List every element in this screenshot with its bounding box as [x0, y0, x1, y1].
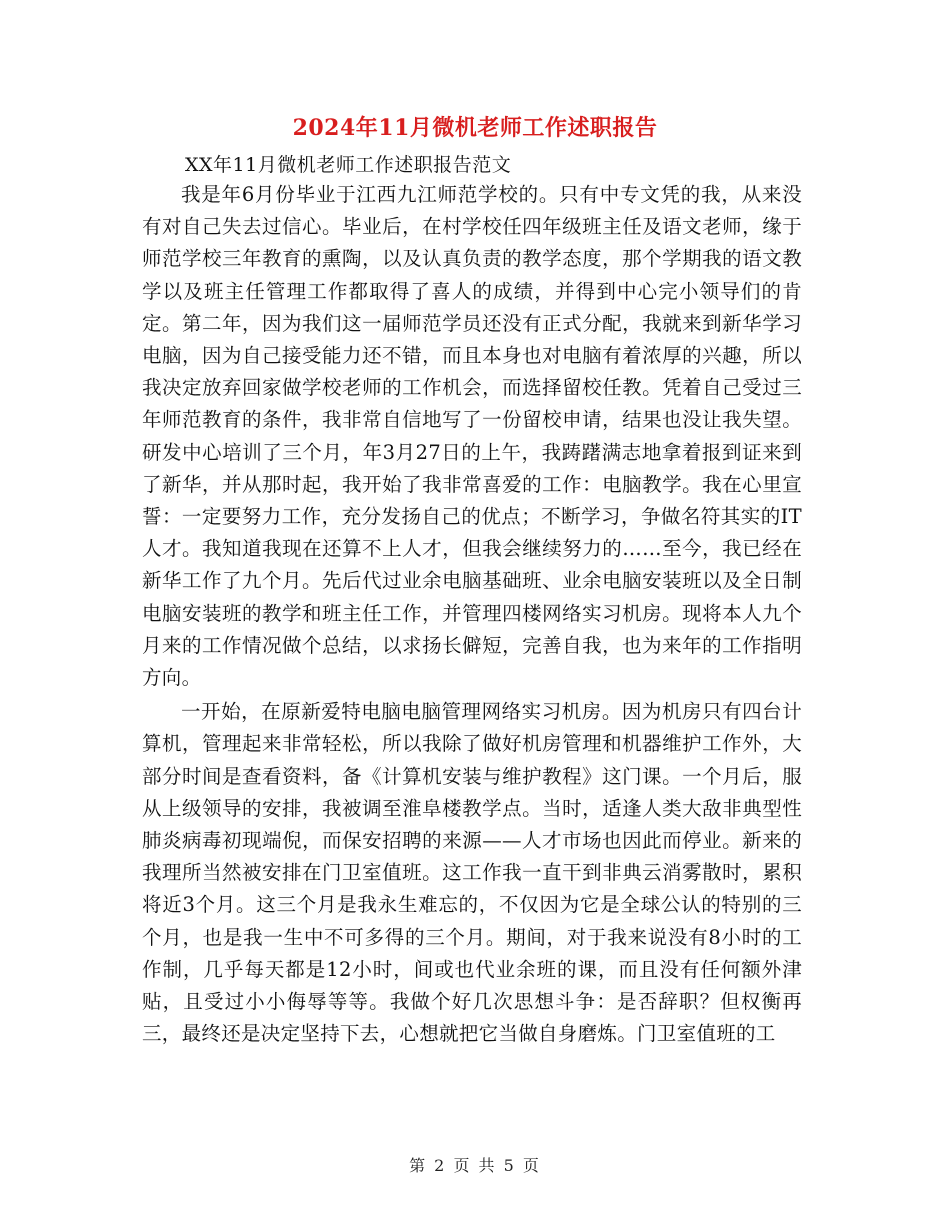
document-body: [142, 179, 802, 1050]
page-number-footer: 第 2 页 共 5 页: [409, 1156, 541, 1175]
document-subtitle: XX年11月微机老师工作述职报告范文: [185, 154, 512, 176]
paragraph: 我是年6月份毕业于江西九江师范学校的。只有中专文凭的我，从来没有对自己失去过信心。毕业后，在村学校任四年级班主任及语文老师，缘于师范学校三年教育的熏陶，以及认真负责的教学态度，那个学期我的语文教学以及班主任管理工作都取得了喜人的成绩，并得到中心完小领导们的肯定。第二年，因为我们这一届师范学员还没有正式分配，我就来到新华学习电脑，因为自己接受能力还不错，而且本身也对电脑有着浓厚的兴趣，所以我决定放弃回家做学校老师的工作机会，而选择留校任教。凭着自己受过三年师范教育的条件，我非常自信地写了一份留校申请，结果也没让我失望。研发中心培训了三个月，年3月27日的上午，我踌躇满志地拿着报到证来到了新华，并从那时起，我开始了我非常喜爱的工作：电脑教学。我在心里宣誓：一定要努力工作，充分发扬自己的优点；不断学习，争做名符其实的IT人才。我知道我现在还算不上人才，但我会继续努力的……至今，我已经在新华工作了九个月。先后代过业余电脑基础班、业余电脑安装班以及全日制电脑安装班的教学和班主任工作，并管理四楼网络实习机房。现将本人九个月来的工作情况做个总结，以求扬长僻短，完善自我，也为来年的工作指明方向。: [142, 183, 802, 690]
document-title: 2024年11月微机老师工作述职报告: [292, 115, 658, 141]
paragraph: 一开始，在原新爱特电脑电脑管理网络实习机房。因为机房只有四台计算机，管理起来非常轻松，所以我除了做好机房管理和机器维护工作外，大部分时间是查看资料，备《计算机安装与维护教程》这门课。一个月后，服从上级领导的安排，我被调至淮阜楼教学点。当时，适逢人类大敌非典型性肺炎病毒初现端倪，而保安招聘的来源——人才市场也因此而停业。新来的我理所当然被安排在门卫室值班。这工作我一直干到非典云消雾散时，累积将近3个月。这三个月是我永生难忘的，不仅因为它是全球公认的特别的三个月，也是我一生中不可多得的三个月。期间，对于我来说没有8小时的工作制，几乎每天都是12小时，间或也代业余班的课，而且没有任何额外津贴，且受过小小侮辱等等。我做个好几次思想斗争：是否辞职？但权衡再三，最终还是决定坚持下去，心想就把它当做自身磨炼。门卫室值班的工: [142, 700, 802, 1046]
